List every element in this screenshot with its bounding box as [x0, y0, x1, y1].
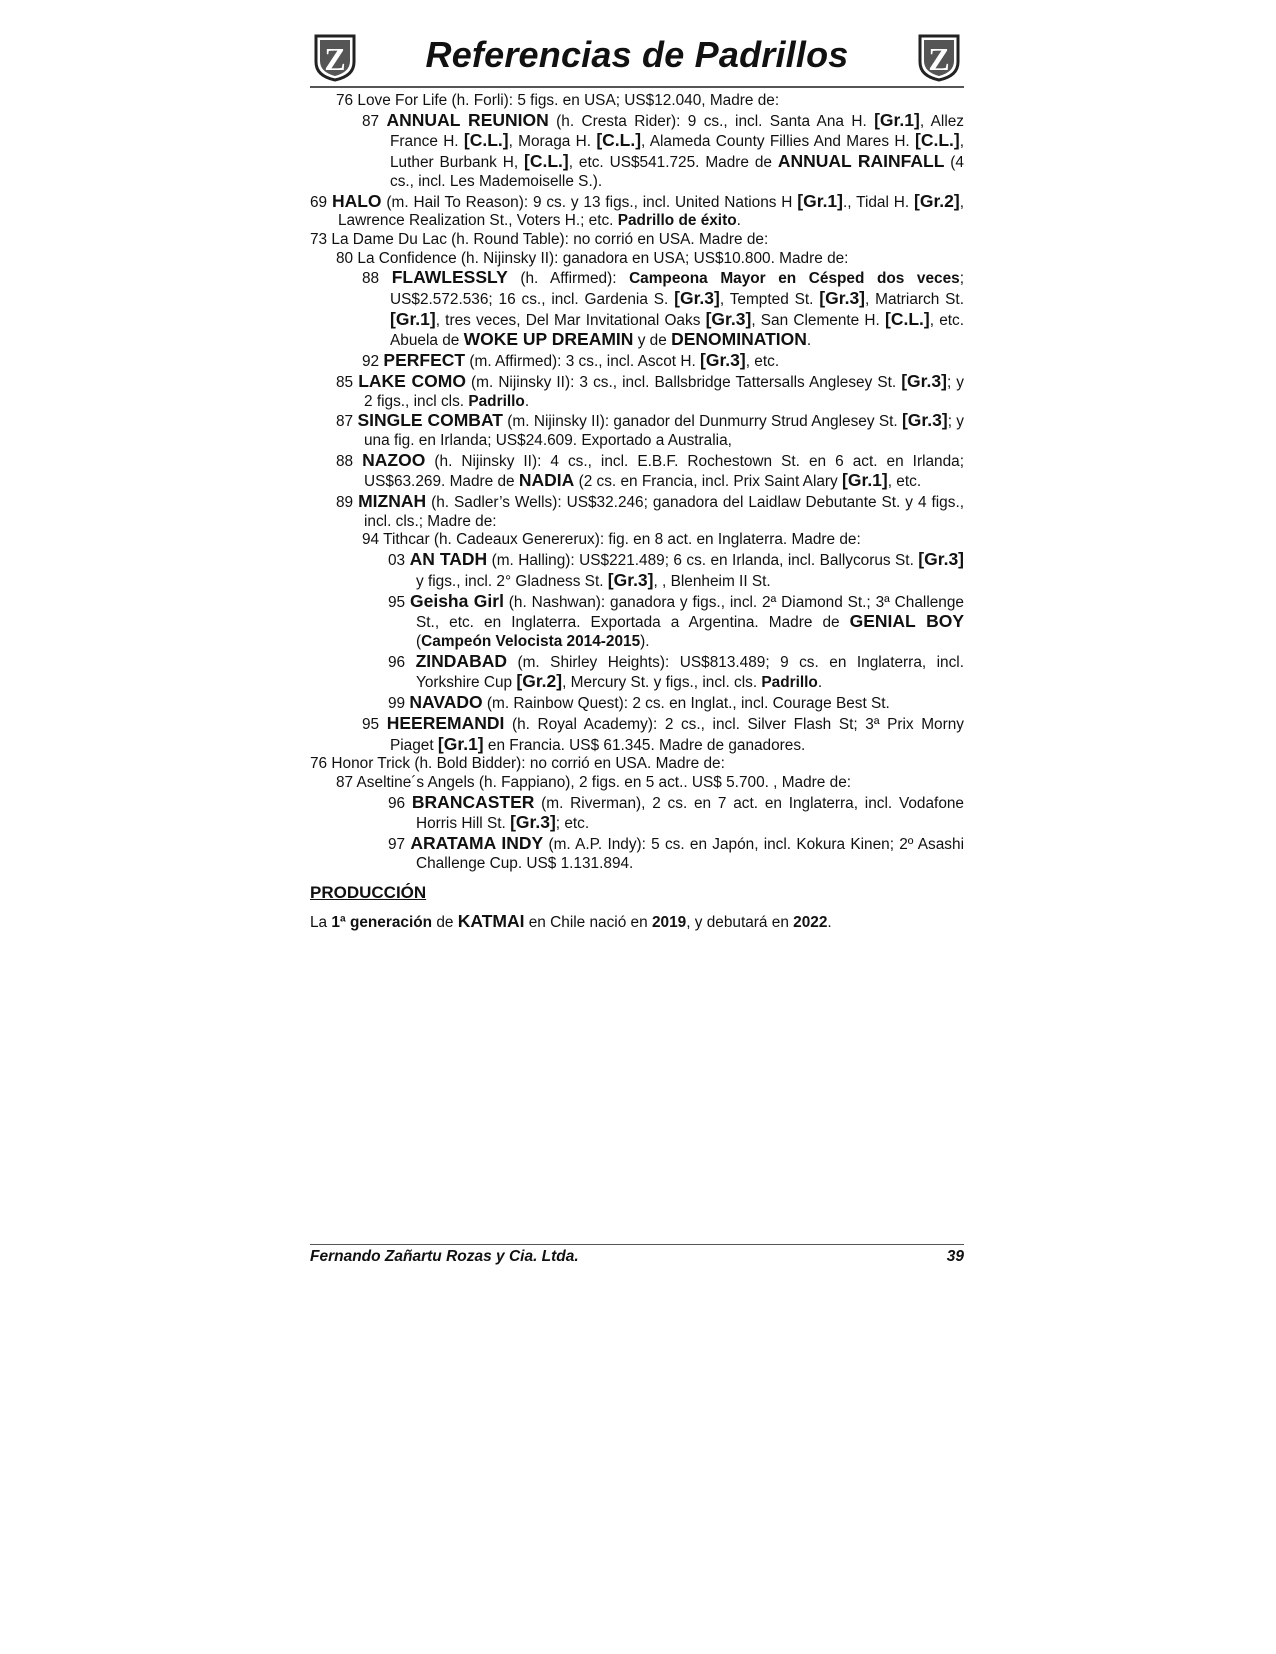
bold-text-run: HALO	[331, 190, 382, 211]
bold-text-run: [Gr.3]	[510, 812, 556, 833]
bold-text-run: [Gr.1]	[437, 733, 484, 754]
bold-text-run: Padrillo de éxito	[617, 212, 737, 230]
pedigree-entry	[310, 111, 964, 192]
pedigree-entry	[310, 192, 964, 231]
pedigree-entry	[310, 714, 964, 755]
page-header	[310, 30, 964, 88]
text-run: 88	[362, 270, 392, 288]
text-run: 87 Aseltine´s Angels (h. Fappiano), 2 figs. en 5 act.. US$ 5.700. , Madre de:	[336, 773, 852, 791]
text-run: 96	[388, 794, 412, 812]
text-run: (h. Sadler’s Wells): US$32.246; ganadora del Laidlaw Debutante St. y 4 figs., incl. cls.; Madre de:	[364, 494, 964, 530]
bold-text-run: ARATAMA INDY	[410, 833, 544, 854]
text-run: de	[432, 914, 458, 932]
bold-text-run: [Gr.3]	[918, 549, 965, 570]
text-run: (2 cs. en Francia, incl. Prix Saint Alary	[574, 473, 843, 491]
bold-text-run: [Gr.3]	[705, 308, 752, 329]
bold-text-run: Padrillo	[468, 392, 525, 410]
pedigree-entry	[310, 550, 964, 591]
svg-text:Z: Z	[928, 41, 950, 77]
bold-text-run: [Gr.1]	[390, 308, 436, 329]
pedigree-entry	[310, 231, 964, 250]
pedigree-entry	[310, 652, 964, 693]
pedigree-entry	[310, 268, 964, 351]
pedigree-entry	[310, 250, 964, 269]
bold-text-run: PERFECT	[383, 350, 466, 371]
bold-text-run: [C.L.]	[596, 130, 642, 151]
bold-text-run: [C.L.]	[915, 130, 960, 151]
text-run: 03	[388, 552, 410, 570]
bold-text-run: NAVADO	[409, 692, 483, 713]
text-run: (m. Hail To Reason): 9 cs. y 13 figs., incl. United Nations H	[381, 193, 798, 211]
bold-text-run: DENOMINATION	[671, 329, 807, 350]
pedigree-entry	[310, 693, 964, 714]
bold-text-run: 1ª generación	[331, 914, 433, 932]
bold-text-run: [Gr.3]	[607, 569, 654, 590]
bold-text-run: [Gr.3]	[700, 350, 746, 371]
text-run: (4 cs., incl. Les Mademoiselle S.).	[390, 154, 964, 190]
text-run: en Chile nació en	[524, 914, 652, 932]
text-run: 95	[388, 593, 410, 611]
text-run: , Lawrence Realization St., Voters H.; etc.	[338, 193, 964, 230]
bold-text-run: AN TADH	[409, 549, 488, 570]
bold-text-run: ANNUAL REUNION	[386, 109, 549, 130]
text-run: (h. Affirmed):	[507, 270, 630, 288]
pedigree-entry	[310, 592, 964, 652]
text-run: (m. Halling): US$221.489; 6 cs. en Irlanda, incl. Ballycorus St.	[487, 552, 919, 570]
bold-text-run: HEEREMANDI	[386, 712, 505, 733]
text-run: (m. A.P. Indy): 5 cs. en Japón, incl. Kokura Kinen; 2º Asashi Challenge Cup. US$ 1.131.894.	[416, 836, 964, 872]
text-run: .	[827, 914, 832, 932]
text-run: 99	[388, 695, 410, 713]
bold-text-run: [Gr.1]	[797, 190, 843, 211]
text-run: (h. Nijinsky II): 4 cs., incl. E.B.F. Rochestown St. en 6 act. en Irlanda; US$63.269. Madre de	[364, 452, 965, 491]
bold-text-run: [Gr.3]	[901, 370, 947, 391]
text-run: (h. Nashwan): ganadora y figs., incl. 2ª Diamond St.; 3ª Challenge St., etc. en Inglaterra. Exportada a Argentina. Madre de	[416, 593, 964, 632]
bold-text-run: Campeona Mayor en Césped dos veces	[629, 270, 960, 288]
pedigree-entry	[310, 774, 964, 793]
text-run: 95	[362, 715, 387, 733]
text-run: 76 Love For Life (h. Forli): 5 figs. en USA; US$12.040, Madre de:	[336, 92, 780, 109]
text-run: ; y una fig. en Irlanda; US$24.609. Exportado a Australia,	[364, 413, 964, 449]
text-run: , etc.	[745, 353, 780, 371]
text-run: , tres veces, Del Mar Invitational Oaks	[435, 311, 706, 329]
text-run: ; US$2.572.536; 16 cs., incl. Gardenia S.	[390, 270, 964, 309]
bold-text-run: LAKE COMO	[358, 370, 466, 391]
text-run: , Moraga H.	[508, 133, 597, 151]
bold-text-run: WOKE UP DREAMIN	[463, 329, 634, 350]
text-run: (m. Shirley Heights): US$813.489; 9 cs. en Inglaterra, incl. Yorkshire Cup	[416, 653, 964, 692]
pedigree-entry	[310, 834, 964, 873]
bold-text-run: 2019	[651, 914, 687, 932]
bold-text-run: [Gr.2]	[516, 671, 563, 692]
text-run: y figs., incl. 2° Gladness St.	[416, 572, 608, 590]
text-run: ; etc.	[555, 815, 590, 833]
text-run: (m. Nijinsky II): 3 cs., incl. Ballsbridge Tattersalls Anglesey St.	[465, 373, 902, 391]
pedigree-entry	[310, 411, 964, 450]
bold-text-run: MIZNAH	[358, 491, 427, 512]
text-run: 89	[336, 494, 359, 512]
text-run: 76 Honor Trick (h. Bold Bidder): no corrió en USA. Madre de:	[310, 755, 725, 773]
bold-text-run: [C.L.]	[885, 308, 930, 329]
text-run: , Allez France H.	[390, 112, 965, 151]
text-run: .	[817, 674, 823, 692]
page-footer	[310, 1244, 964, 1266]
produccion-text	[310, 911, 964, 932]
text-run: , San Clemente H.	[751, 311, 886, 329]
svg-text:Z: Z	[324, 41, 346, 77]
bold-text-run: GENIAL BOY	[849, 611, 964, 632]
text-run: .	[736, 212, 741, 230]
section-heading-produccion: PRODUCCIÓN	[310, 883, 427, 903]
pedigree-entry	[310, 351, 964, 372]
pedigree-entry	[310, 531, 964, 550]
text-run: 96	[388, 653, 416, 671]
page	[310, 30, 964, 932]
text-run: , etc. US$541.725. Madre de	[568, 154, 778, 172]
text-run: (m. Rainbow Quest): 2 cs. en Inglat., incl. Courage Best St.	[482, 695, 890, 713]
pedigree-entry	[310, 793, 964, 834]
bold-text-run: [Gr.3]	[674, 288, 720, 309]
pedigree-list	[310, 92, 964, 873]
text-run: 94 Tithcar (h. Cadeaux Genererux): fig. en 8 act. en Inglaterra. Madre de:	[362, 531, 861, 549]
bold-text-run: BRANCASTER	[411, 791, 535, 812]
pedigree-entry	[310, 492, 964, 531]
text-run: (h. Royal Academy): 2 cs., incl. Silver Flash St; 3ª Prix Morny Piaget	[390, 715, 964, 754]
text-run: , Alameda County Fillies And Mares H.	[641, 133, 915, 151]
bold-text-run: 2022	[793, 914, 828, 932]
text-run: 87	[362, 112, 387, 130]
bold-text-run: Geisha Girl	[409, 590, 504, 611]
text-run: (h. Cresta Rider): 9 cs., incl. Santa Ana H.	[548, 112, 875, 130]
bold-text-run: [Gr.1]	[842, 470, 888, 491]
bold-text-run: NAZOO	[362, 449, 426, 470]
pedigree-entry	[310, 755, 964, 774]
bold-text-run: NADIA	[518, 470, 575, 491]
text-run: 87	[336, 413, 358, 431]
text-run: , , Blenheim II St.	[653, 572, 771, 590]
bold-text-run: [Gr.2]	[914, 190, 960, 211]
text-run: 92	[362, 353, 384, 371]
text-run: (m. Affirmed): 3 cs., incl. Ascot H.	[465, 353, 701, 371]
footer-company: Fernando Zañartu Rozas y Cia. Ltda.	[310, 1248, 579, 1265]
bold-text-run: [Gr.3]	[901, 410, 948, 431]
pedigree-entry	[310, 372, 964, 411]
text-run: y de	[633, 332, 672, 350]
bold-text-run: [C.L.]	[463, 130, 509, 151]
text-run: 88	[336, 452, 363, 470]
bold-text-run: [C.L.]	[524, 151, 569, 172]
bold-text-run: Campeón Velocista 2014-2015	[421, 632, 641, 650]
bold-text-run: FLAWLESSLY	[391, 267, 508, 288]
text-run: (	[416, 632, 422, 650]
text-run: , Mercury St. y figs., incl. cls.	[562, 674, 762, 692]
text-run: ., Tidal H.	[843, 193, 914, 211]
text-run: (m. Riverman), 2 cs. en 7 act. en Inglaterra, incl. Vodafone Horris Hill St.	[416, 794, 964, 833]
text-run: ).	[640, 632, 650, 650]
bold-text-run: ZINDABAD	[415, 650, 507, 671]
text-run: , etc.	[887, 473, 922, 491]
pedigree-entry	[310, 451, 964, 492]
text-run: .	[524, 392, 530, 410]
text-run: , Luther Burbank H,	[390, 133, 964, 172]
text-run: , y debutará en	[686, 914, 794, 932]
bold-text-run: KATMAI	[457, 911, 525, 932]
text-run: 97	[388, 836, 411, 854]
bold-text-run: [Gr.1]	[874, 109, 920, 130]
text-run: ; y 2 figs., incl cls.	[364, 373, 964, 410]
bold-text-run: ANNUAL RAINFALL	[777, 151, 945, 172]
page-number: 39	[946, 1248, 964, 1265]
text-run: 80 La Confidence (h. Nijinsky II): ganadora en USA; US$10.800. Madre de:	[336, 249, 849, 267]
text-run: en Francia. US$ 61.345. Madre de ganadores.	[483, 736, 806, 754]
bold-text-run: [Gr.3]	[819, 288, 866, 309]
text-run: (m. Nijinsky II): ganador del Dunmurry Strud Anglesey St.	[502, 413, 902, 431]
text-run: .	[806, 332, 812, 350]
text-run: 85	[336, 373, 359, 391]
logo-shield-icon	[914, 32, 964, 82]
page-title: Referencias de Padrillos	[425, 34, 849, 75]
pedigree-entry	[310, 92, 964, 111]
text-run: 69	[310, 193, 332, 211]
bold-text-run: SINGLE COMBAT	[357, 410, 503, 431]
text-run: , Tempted St.	[719, 291, 820, 309]
text-run: 73 La Dame Du Lac (h. Round Table): no corrió en USA. Madre de:	[310, 230, 769, 248]
text-run: La	[310, 914, 332, 932]
text-run: , Matriarch St.	[865, 291, 964, 309]
bold-text-run: Padrillo	[761, 674, 818, 692]
text-run: , etc. Abuela de	[390, 311, 965, 350]
